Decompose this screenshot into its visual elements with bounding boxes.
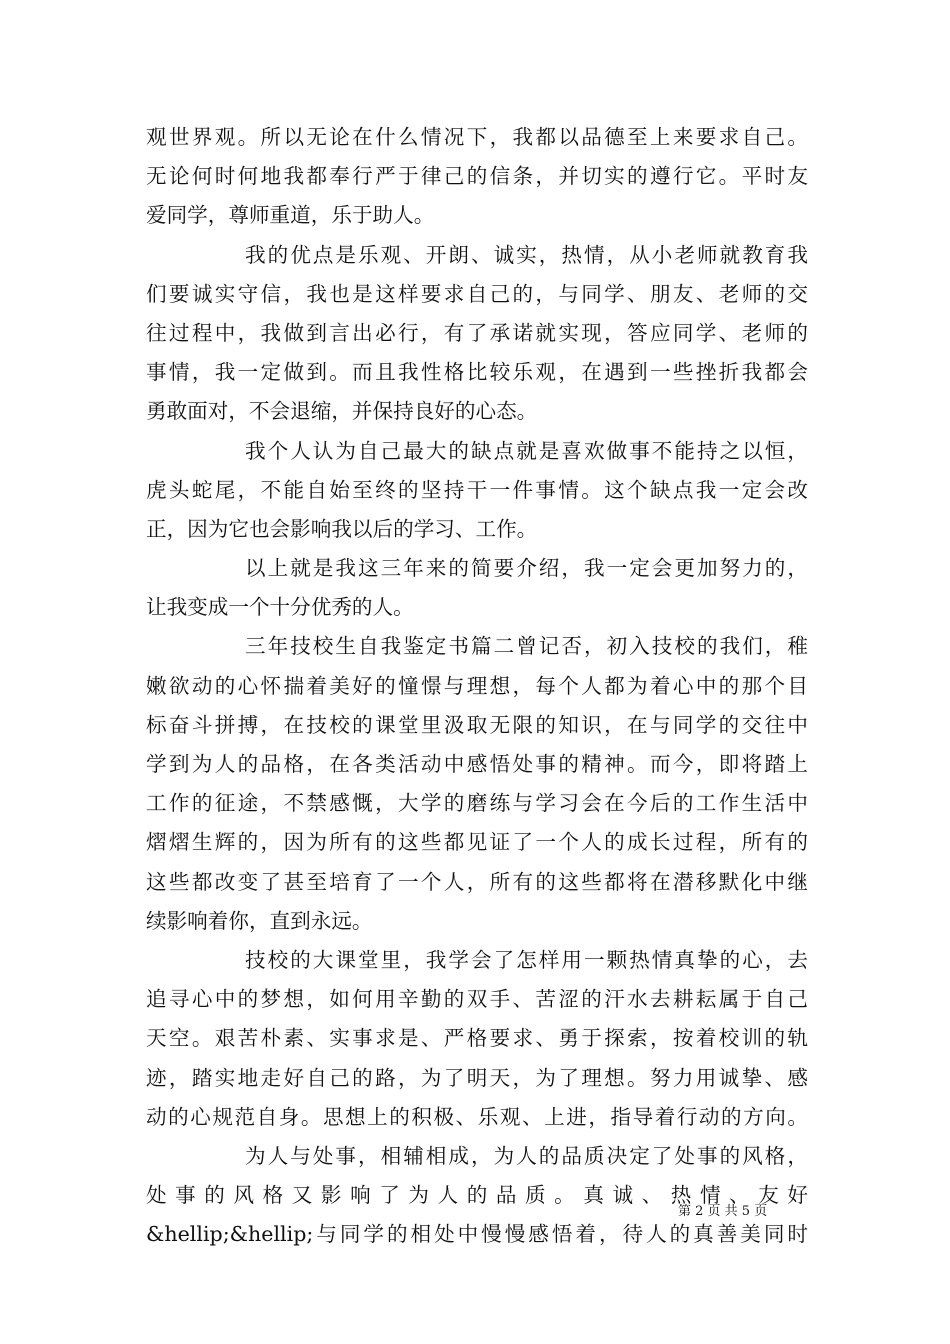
text-line: 虎头蛇尾，不能自始至终的坚持干一件事情。这个缺点我一定会改 xyxy=(146,477,808,502)
text-line: 往过程中，我做到言出必行，有了承诺就实现，答应同学、老师的 xyxy=(146,320,808,345)
text-line: 这些都改变了甚至培育了一个人，所有的这些都将在潜移默化中继 xyxy=(146,869,808,894)
text-line: 处事的风格又影响了为人的品质。真诚、热情、友好 xyxy=(146,1183,808,1208)
page-number-footer: 第 2 页 共 5 页 xyxy=(678,1204,768,1219)
paragraph-first-line: 技校的大课堂里，我学会了怎样用一颗热情真挚的心，去 xyxy=(245,947,808,972)
text-line: &hellip;&hellip;与同学的相处中慢慢感悟着，待人的真善美同时 xyxy=(146,1222,808,1247)
paragraph-first-line: 我个人认为自己最大的缺点就是喜欢做事不能持之以恒， xyxy=(245,438,808,463)
text-line: 让我变成一个十分优秀的人。 xyxy=(146,595,414,620)
text-line: 迹，踏实地走好自己的路，为了明天，为了理想。努力用诚挚、感 xyxy=(146,1065,808,1090)
text-line: 熠熠生辉的，因为所有的这些都见证了一个人的成长过程，所有的 xyxy=(146,830,808,855)
text-line: 续影响着你，直到永远。 xyxy=(146,908,373,933)
text-line: 爱同学，尊师重道，乐于助人。 xyxy=(146,203,435,228)
text-line: 嫩欲动的心怀揣着美好的憧憬与理想，每个人都为着心中的那个目 xyxy=(146,673,808,698)
text-line: 学到为人的品格，在各类活动中感悟处事的精神。而今，即将踏上 xyxy=(146,752,808,776)
text-line: 勇敢面对，不会退缩，并保持良好的心态。 xyxy=(146,399,538,424)
body-text xyxy=(146,118,808,1254)
paragraph-first-line: 我的优点是乐观、开朗、诚实，热情，从小老师就教育我 xyxy=(245,242,808,267)
paragraph-first-line: 三年技校生自我鉴定书篇二曾记否，初入技校的我们，稚 xyxy=(245,634,808,659)
text-line: 追寻心中的梦想，如何用辛勤的双手、苦涩的汗水去耕耘属于自己 xyxy=(146,987,808,1012)
text-line: 无论何时何地我都奉行严于律己的信条，并切实的遵行它。平时友 xyxy=(146,164,808,189)
text-line: 动的心规范自身。思想上的积极、乐观、上进，指导着行动的方向。 xyxy=(146,1104,808,1129)
paragraph-first-line: 以上就是我这三年来的简要介绍，我一定会更加努力的， xyxy=(245,556,808,581)
text-line: 天空。艰苦朴素、实事求是、严格要求、勇于探索，按着校训的轨 xyxy=(146,1026,808,1051)
text-line: 工作的征途，不禁感慨，大学的磨练与学习会在今后的工作生活中 xyxy=(146,791,808,816)
text-line: 标奋斗拼搏，在技校的课堂里汲取无限的知识，在与同学的交往中 xyxy=(146,712,808,737)
text-line: 观世界观。所以无论在什么情况下，我都以品德至上来要求自己。 xyxy=(146,125,808,149)
paragraph-first-line: 为人与处事，相辅相成，为人的品质决定了处事的风格， xyxy=(245,1143,808,1168)
text-line: 正，因为它也会影响我以后的学习、工作。 xyxy=(146,516,538,541)
text-line: 事情，我一定做到。而且我性格比较乐观，在遇到一些挫折我都会 xyxy=(146,360,808,385)
text-line: 们要诚实守信，我也是这样要求自己的，与同学、朋友、老师的交 xyxy=(146,281,808,306)
